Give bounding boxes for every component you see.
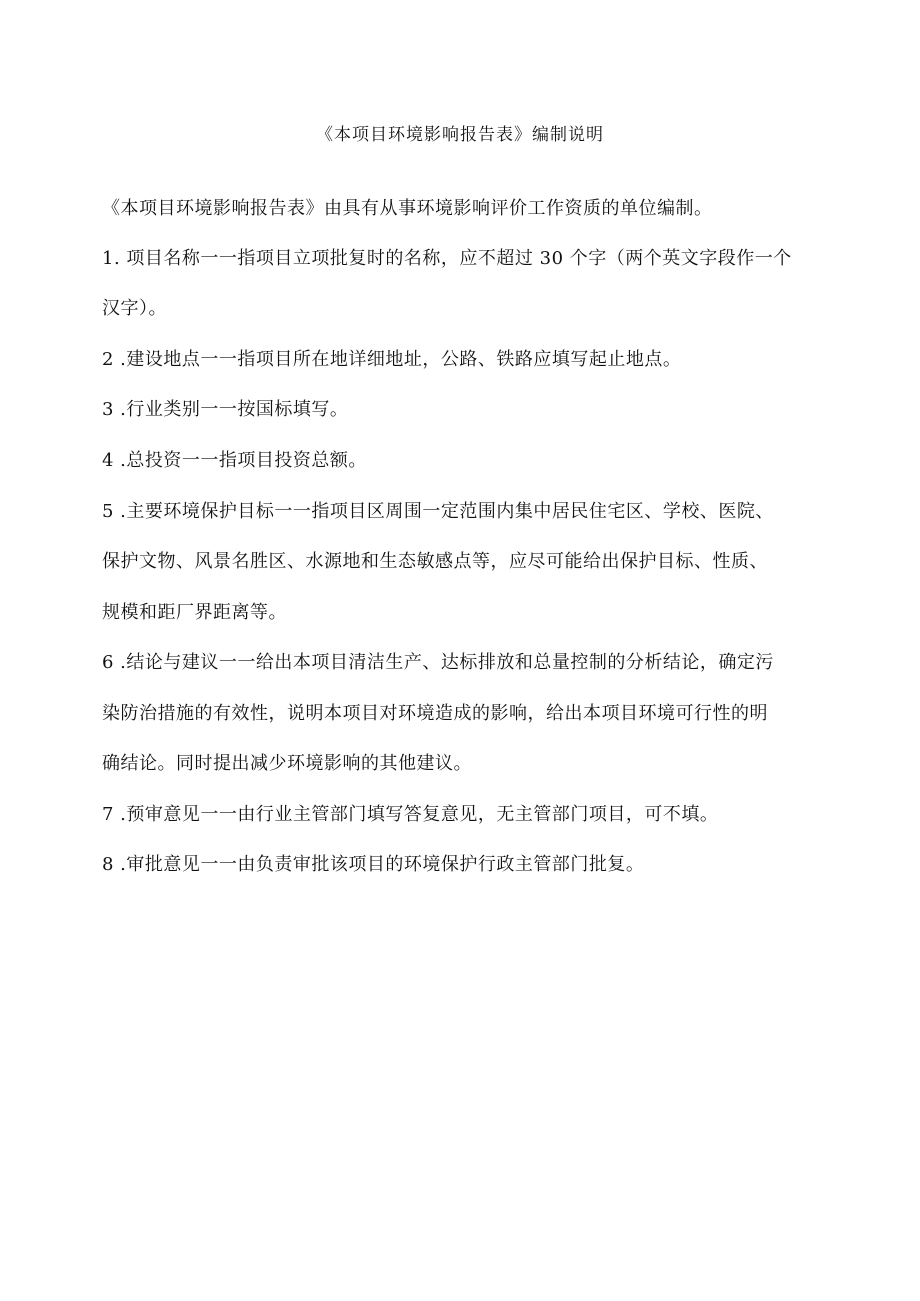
item-5-line-2: 保护文物、风景名胜区、水源地和生态敏感点等，应尽可能给出保护目标、性质、 <box>102 551 768 572</box>
item-6-line-3: 确结论。同时提出减少环境影响的其他建议。 <box>102 753 472 774</box>
item-8-line: 8 .审批意见一一由负责审批该项目的环境保护行政主管部门批复。 <box>102 854 645 875</box>
item-7-line: 7 .预审意见一一由行业主管部门填写答复意见，无主管部门项目，可不填。 <box>102 804 719 825</box>
intro-line: 《本项目环境影响报告表》由具有从事环境影响评价工作资质的单位编制。 <box>102 198 713 219</box>
item-1-line-1: 1. 项目名称一一指项目立项批复时的名称，应不超过 30 个字（两个英文字段作一个 <box>102 248 792 269</box>
item-6-line-2: 染防治措施的有效性，说明本项目对环境造成的影响，给出本项目环境可行性的明 <box>102 703 768 724</box>
document-title: 《本项目环境影响报告表》编制说明 <box>316 125 604 145</box>
item-5-line-1: 5 .主要环境保护目标一一指项目区周围一定范围内集中居民住宅区、学校、医院、 <box>102 501 774 522</box>
item-3-line: 3 .行业类别一一按国标填写。 <box>102 399 349 420</box>
item-5-line-3: 规模和距厂界距离等。 <box>102 602 287 623</box>
item-4-line: 4 .总投资一一指项目投资总额。 <box>102 450 367 471</box>
item-1-line-2: 汉字）。 <box>102 298 167 319</box>
item-6-line-1: 6 .结论与建议一一给出本项目清洁生产、达标排放和总量控制的分析结论，确定污 <box>102 652 774 673</box>
item-2-line: 2 .建设地点一一指项目所在地详细地址，公路、铁路应填写起止地点。 <box>102 349 682 370</box>
